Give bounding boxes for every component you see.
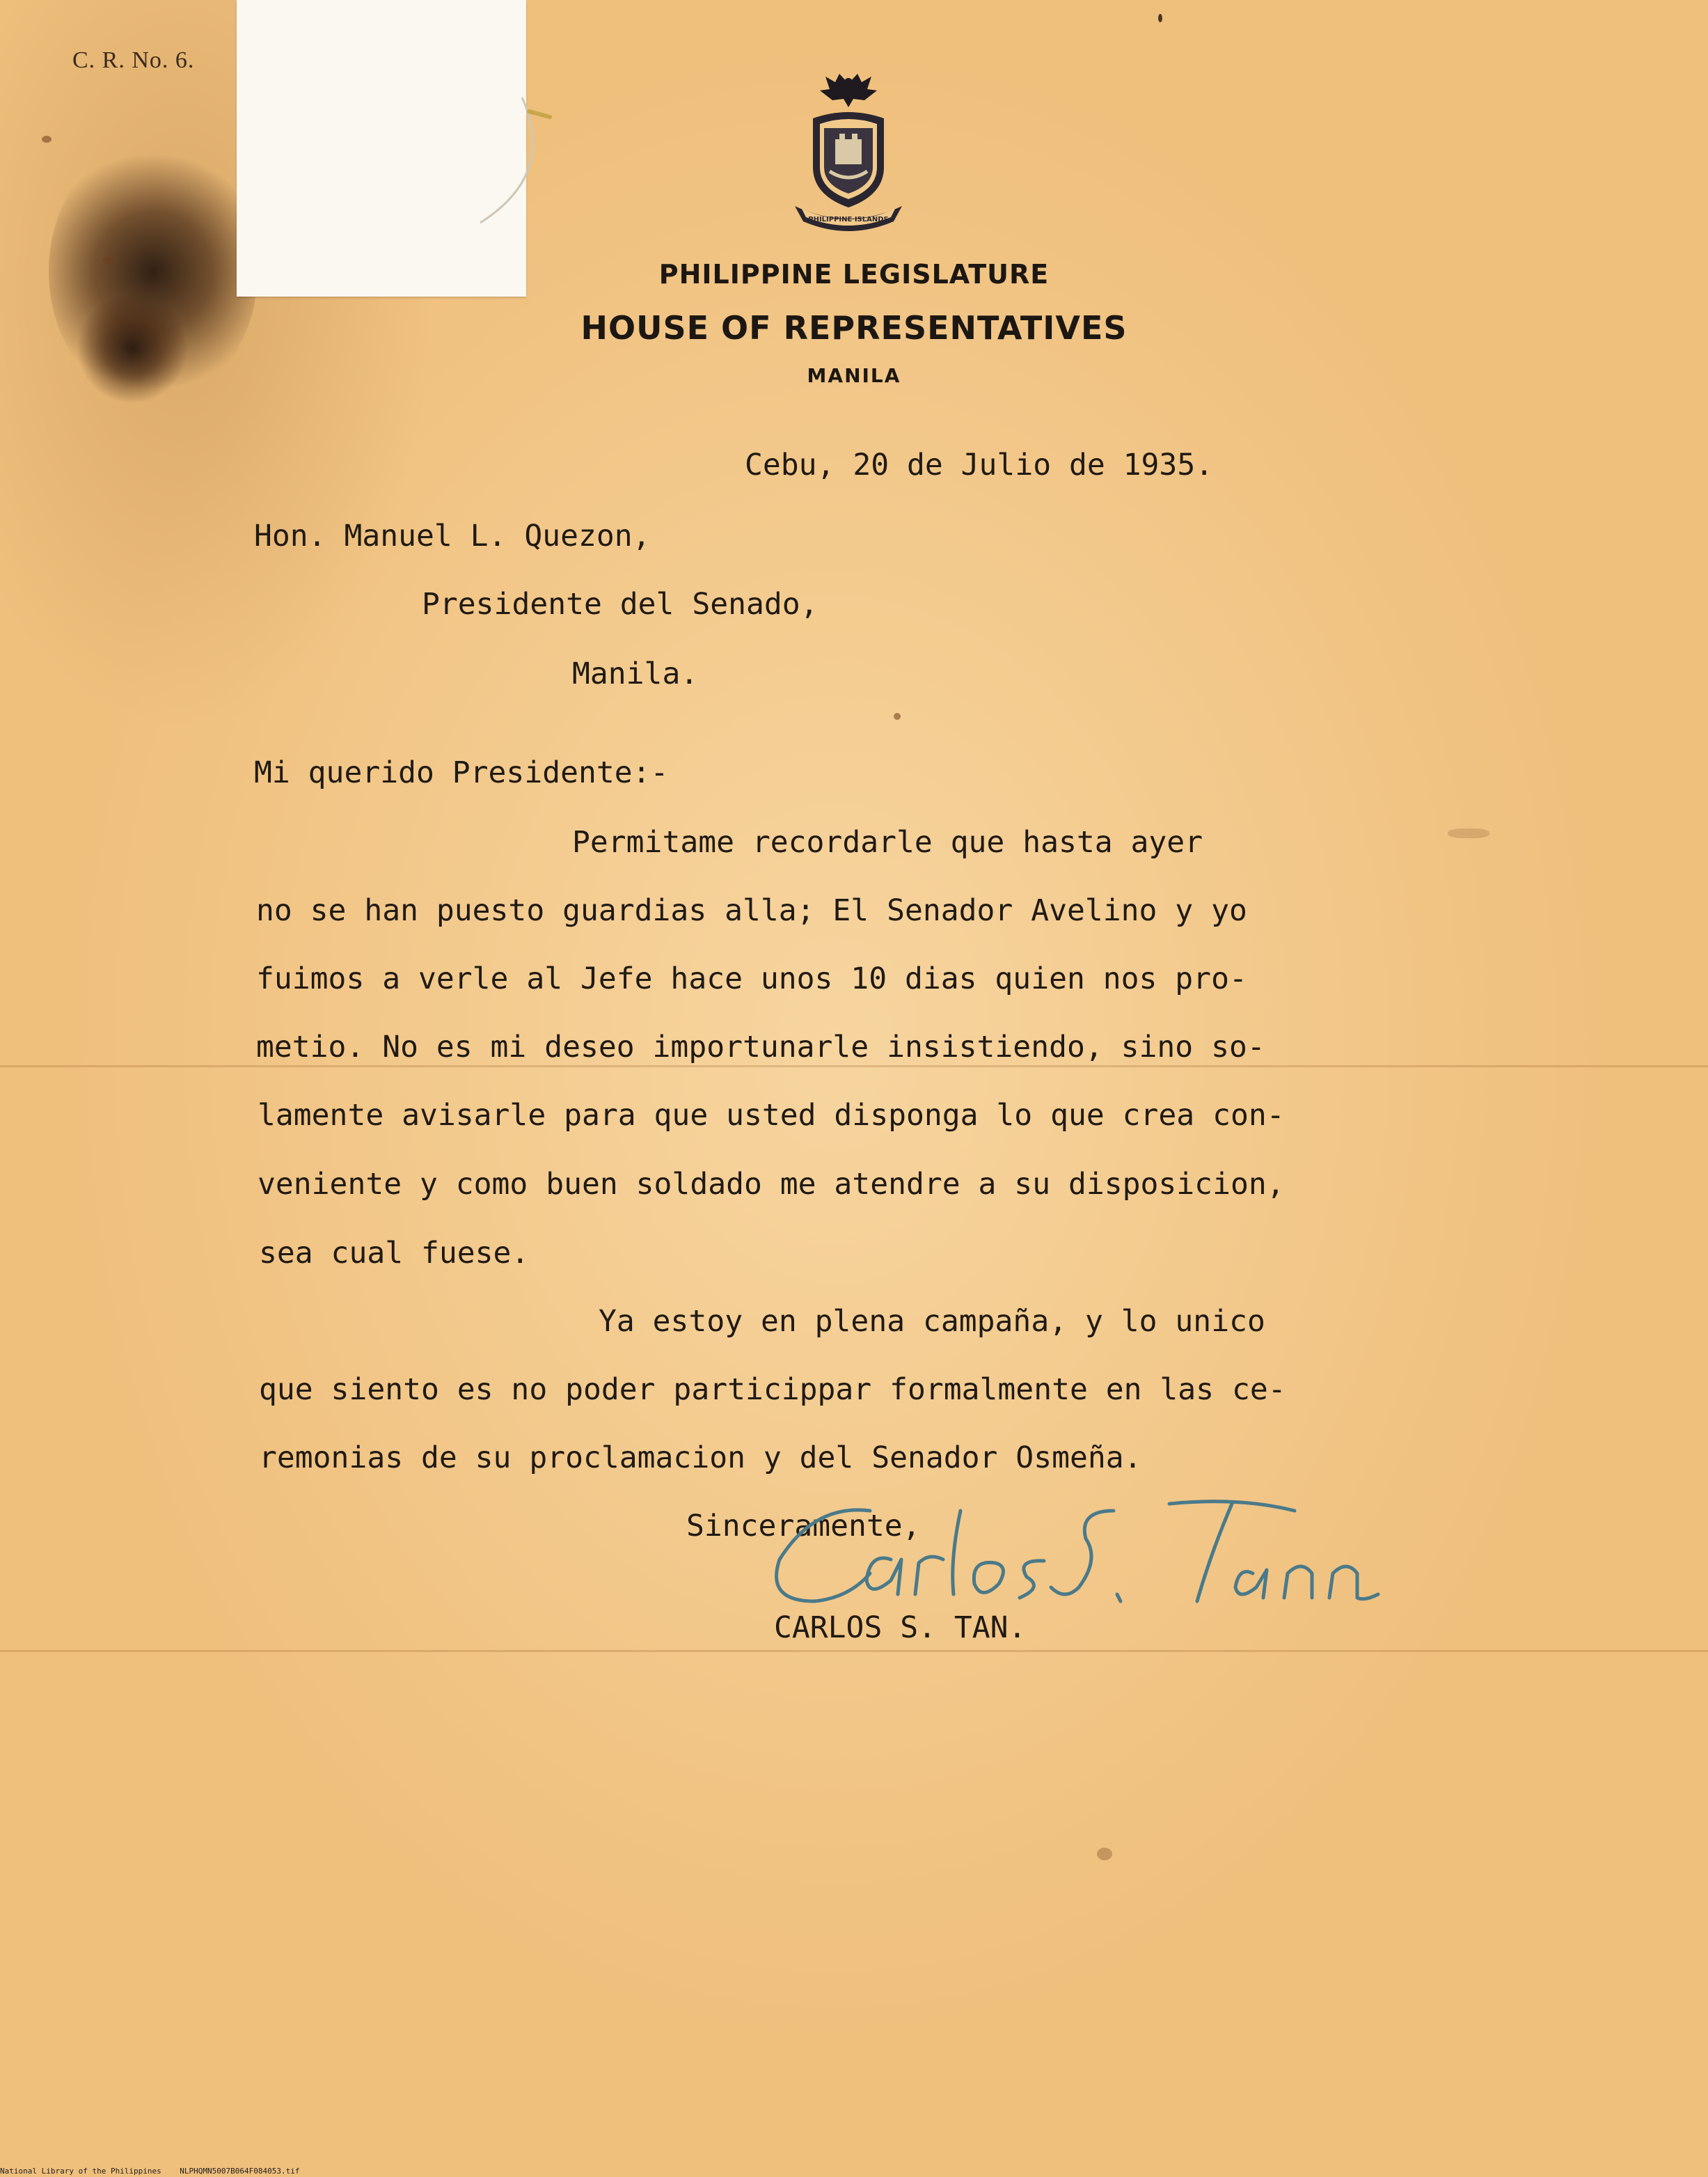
paper-patch [237,0,526,297]
paper-patch-arc [341,77,689,234]
seal-banner-text: PHILIPPINE ISLANDS [808,216,889,223]
salutation: Mi querido Presidente:- [254,755,669,790]
footer-file-id: NLPHQMN5007B064F084053.tif [180,2167,300,2176]
stain-speck [894,713,901,720]
body-line: fuimos a verle al Jefe hace unos 10 dias quien nos pro- [256,961,1247,996]
body-line: remonias de su proclamacion y del Senador Osmeña. [259,1440,1142,1475]
footer-institution: National Library of the Philippines [0,2167,161,2176]
body-line: veniente y como buen soldado me atendre a su disposicion, [258,1167,1285,1202]
body-line: Permitame recordarle que hasta ayer [572,825,1203,860]
stain-speck [1448,828,1489,838]
body-line: lamente avisarle para que usted disponga lo que crea con- [258,1098,1285,1133]
letterhead-legislature: PHILIPPINE LEGISLATURE [658,259,1050,290]
letterhead-city: MANILA [807,364,901,387]
stain-speck [1097,1848,1112,1860]
signer-name: CARLOS S. TAN. [774,1610,1027,1645]
stain-speck [1158,14,1162,22]
body-line: metio. No es mi deseo importunarle insistiendo, sino so- [256,1030,1265,1064]
fold-crease [0,1065,1708,1067]
letterhead-house: HOUSE OF REPRESENTATIVES [580,309,1128,347]
philippine-islands-seal-icon [789,70,908,237]
body-line: no se han puesto guardias alla; El Senador Avelino y yo [256,893,1247,928]
archive-footer [0,2167,299,2176]
fold-crease [0,1650,1708,1652]
recipient-name: Hon. Manuel L. Quezon, [254,519,651,553]
recipient-title: Presidente del Senado, [422,587,819,622]
body-line: que siento es no poder particippar formalmente en las ce- [259,1372,1286,1407]
body-line: sea cual fuese. [259,1236,530,1271]
body-line: Ya estoy en plena campaña, y lo unico [599,1304,1265,1339]
reference-number: C. R. No. 6. [72,47,195,73]
recipient-city: Manila. [572,657,699,691]
stain-speck [42,136,52,143]
closing: Sinceramente, [686,1509,921,1543]
letter-date: Cebu, 20 de Julio de 1935. [745,448,1214,482]
